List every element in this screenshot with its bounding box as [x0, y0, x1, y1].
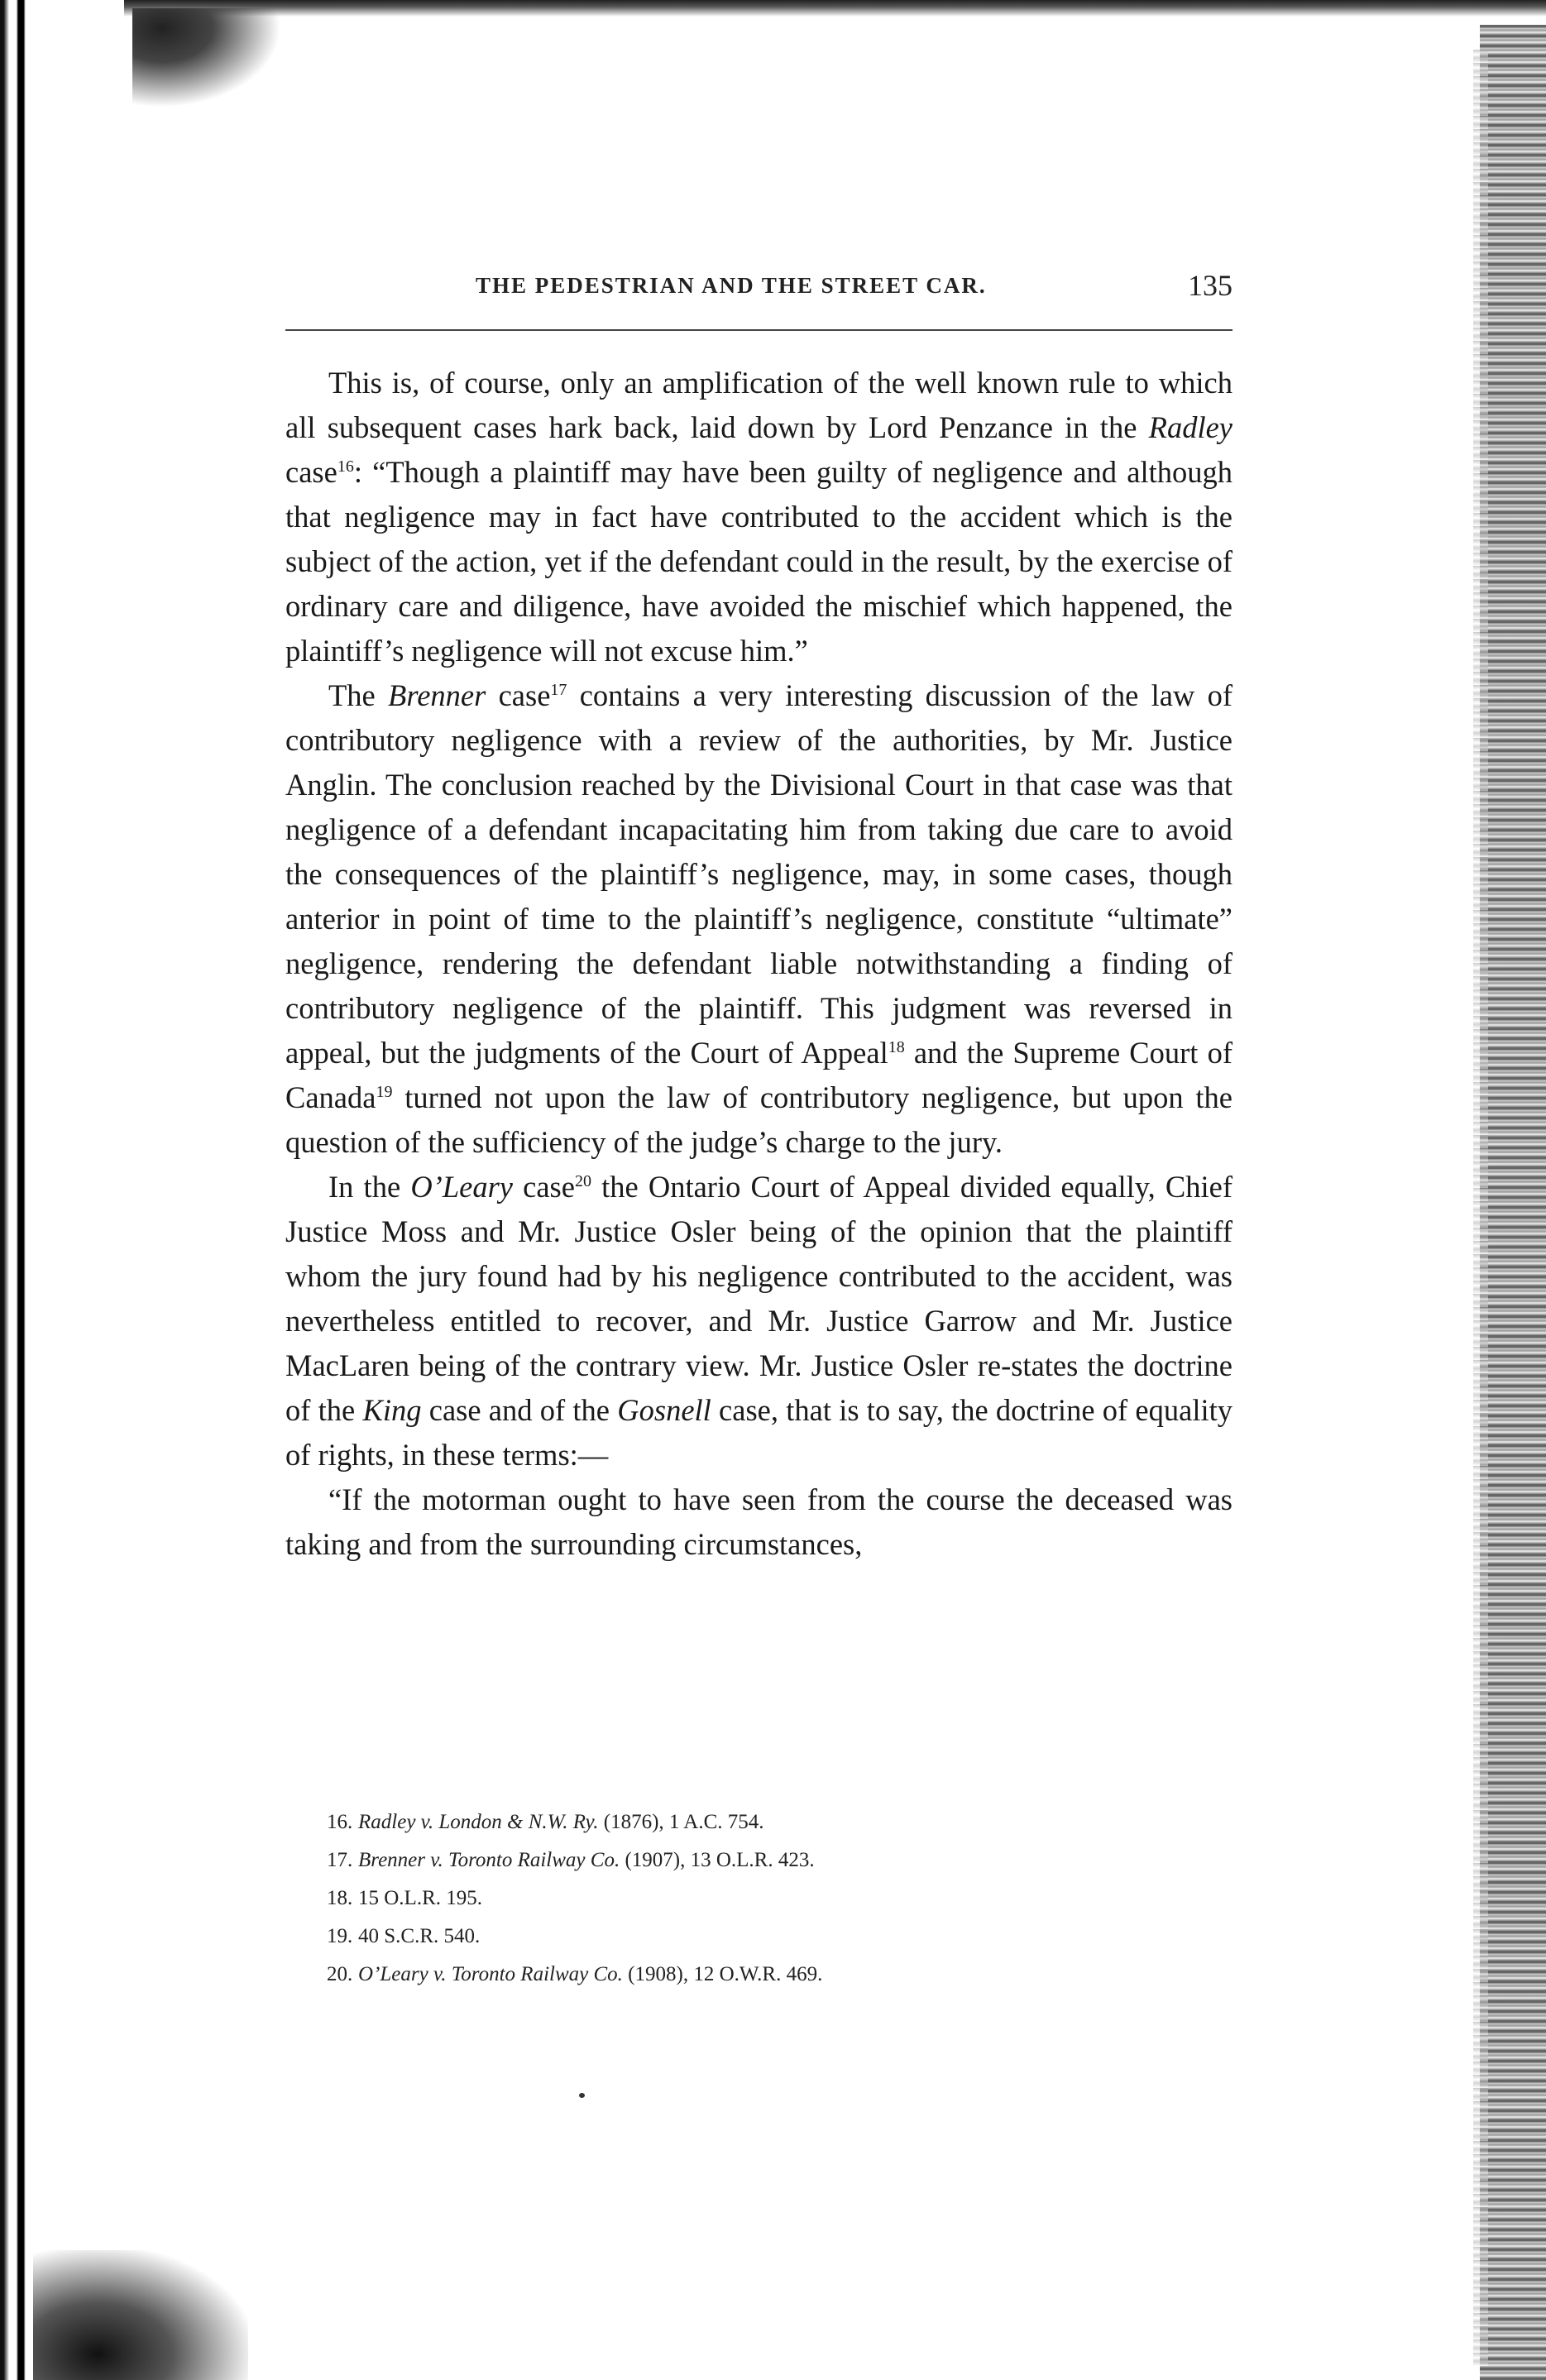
p2-text-a: The: [328, 678, 389, 712]
footnote: [327, 1880, 1237, 1918]
footnote: [327, 1918, 1237, 1956]
p1-text-b: case: [285, 455, 337, 489]
header-rule: [285, 329, 1232, 331]
p2-text-e: turned not upon the law of contributory negligence, but upon the question of the sufficiency of the judge’s charge to the jury.: [285, 1080, 1232, 1159]
p2-text-d: and the Supreme Court of Canada: [285, 1036, 1232, 1114]
footnote-number: 19.: [327, 1925, 353, 1947]
p2-text-c: contains a very interesting discussion of the law of contributory negligence with a review of the authorities, by Mr. Justice Anglin. The conclusion reached by the Divisional Court in that case was that negligence of a defendant incapacitating him from taking due care to avoid the consequences of the plaintiff’s negligence, may, in some cases, though anterior in point of time to the plaintiff’s negligence, constitute “ultimate” negligence, rendering the defendant liable notwithstanding a finding of contributory negligence of the plaintiff. This judgment was reversed in appeal, but the judgments of the Court of Appeal: [285, 678, 1233, 1070]
footnote-case: O’Leary v. Toronto Railway Co.: [358, 1963, 623, 1985]
p1-text-c: : “Though a plaintiff may have been guilty of negligence and although that negligence may in fact have contributed to the accident which is the subject of the action, yet if the defendant could in the result, by the exercise of ordinary care and diligence, have avoided the mischief which happened, the plaintiff’s negligence will not excuse him.”: [285, 455, 1232, 668]
footnote: [327, 1803, 1237, 1841]
case-name-oleary: O’Leary: [410, 1170, 513, 1204]
case-name-gosnell: Gosnell: [617, 1393, 711, 1427]
p1-text-a: This is, of course, only an amplification of the well known rule to which all subsequent cases hark back, laid down by Lord Penzance in the: [285, 366, 1232, 444]
page-number: 135: [1188, 269, 1232, 302]
case-name-brenner: Brenner: [388, 678, 486, 712]
paragraph-3: [285, 1165, 1232, 1477]
footnote-citation: 40 S.C.R. 540.: [358, 1925, 481, 1947]
p3-text-d: case and of the: [421, 1393, 618, 1427]
footnote-number: 18.: [327, 1887, 353, 1909]
body-text: [285, 361, 1232, 1567]
footnote: [327, 1841, 1237, 1880]
footnote-number: 17.: [327, 1849, 353, 1871]
footnote-citation: 15 O.L.R. 195.: [358, 1887, 482, 1909]
scan-edge-left: [0, 0, 182, 2380]
footnote-ref-20: 20: [574, 1171, 591, 1190]
p2-text-b: case: [486, 678, 551, 712]
p3-text-e: case, that is to say, the doctrine of equality of rights, in these terms:—: [285, 1393, 1232, 1472]
ink-speck: [579, 2093, 585, 2098]
scan-edge-right: [1480, 25, 1546, 2380]
p3-text-a: In the: [328, 1170, 411, 1204]
footnote-ref-17: 17: [550, 680, 567, 699]
case-name-radley: Radley: [1148, 410, 1232, 444]
scan-edge-top: [124, 0, 1546, 17]
footnote-citation: (1908), 12 O.W.R. 469.: [622, 1963, 823, 1985]
scan-shadow-top: [132, 8, 281, 108]
scan-edge-right-inner: [1473, 50, 1488, 2366]
footnote-number: 20.: [327, 1963, 353, 1985]
footnote: [327, 1956, 1237, 1994]
footnote-citation: (1876), 1 A.C. 754.: [598, 1811, 764, 1833]
case-name-king: King: [362, 1393, 422, 1427]
p3-text-b: case: [512, 1170, 575, 1204]
footnotes: [327, 1803, 1237, 1994]
footnote-ref-19: 19: [376, 1082, 393, 1101]
footnote-citation: (1907), 13 O.L.R. 423.: [620, 1849, 815, 1871]
footnote-case: Brenner v. Toronto Railway Co.: [358, 1849, 620, 1871]
paragraph-1: [285, 361, 1232, 673]
book-page: [285, 269, 1233, 1985]
running-head: THE PEDESTRIAN AND THE STREET CAR.: [476, 273, 987, 298]
footnote-number: 16.: [327, 1811, 353, 1833]
footnote-ref-16: 16: [337, 457, 354, 476]
page-header: [285, 269, 1232, 314]
p3-text-c: the Ontario Court of Appeal divided equally, Chief Justice Moss and Mr. Justice Osler being of the opinion that the plaintiff whom the jury found had by his negligence contributed to the accident, was nevertheless entitled to recover, and Mr. Justice Garrow and Mr. Justice MacLaren being of the contrary view. Mr. Justice Osler re-states the doctrine of the: [285, 1170, 1232, 1427]
footnote-case: Radley v. London & N.W. Ry.: [358, 1811, 599, 1833]
scan-shadow-bottom: [33, 2250, 248, 2380]
paragraph-2: [285, 673, 1232, 1165]
footnote-ref-18: 18: [888, 1037, 905, 1056]
paragraph-4: “If the motorman ought to have seen from the course the deceased was taking and from the surrounding circumstances,: [285, 1482, 1232, 1561]
